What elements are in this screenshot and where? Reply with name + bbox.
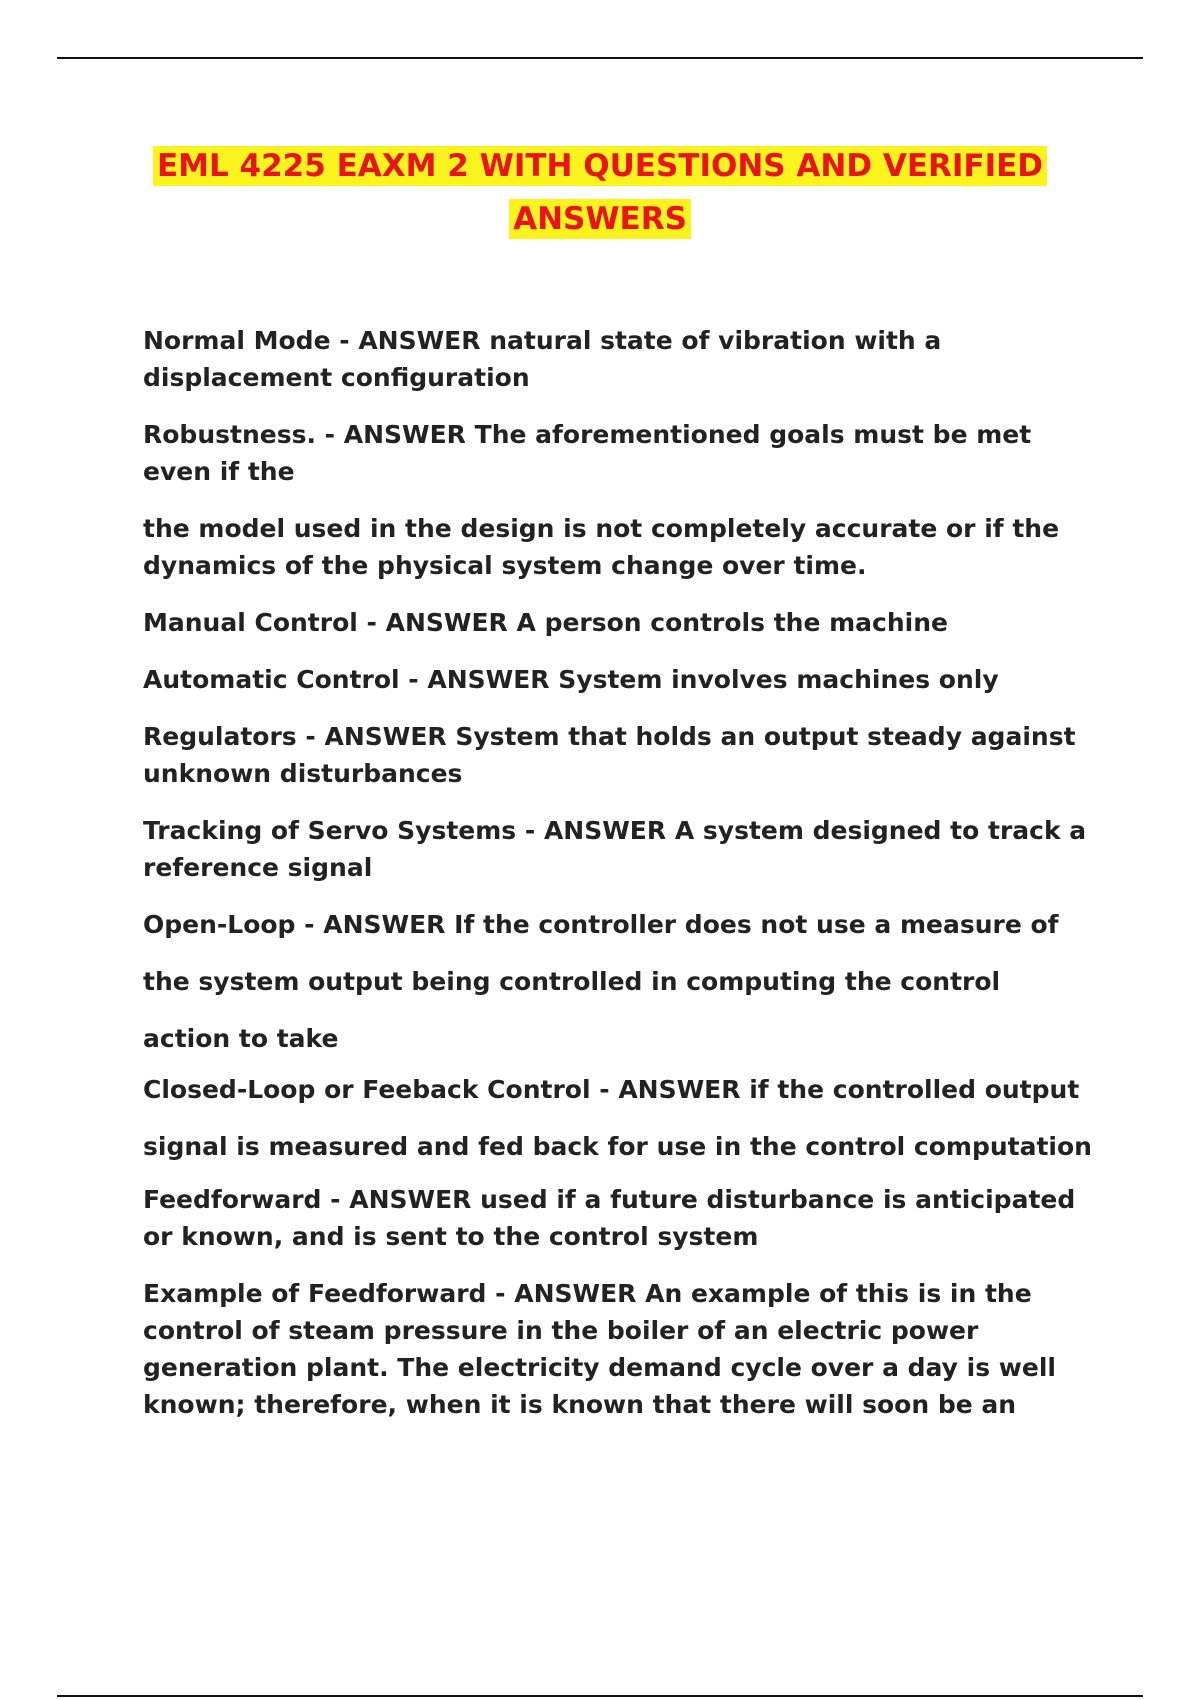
qa-answer: the model used in the design is not completely accurate or if the dynamics of the physical system change over time. [143,514,1060,580]
qa-answer: A person controls the machine [516,608,948,637]
qa-separator: - ANSWER [399,665,559,694]
qa-separator: - ANSWER [486,1279,646,1308]
qa-term: Closed-Loop or Feeback Control [143,1075,591,1104]
qa-separator: - ANSWER [321,1185,481,1214]
qa-list [143,322,1093,1443]
qa-separator: - ANSWER [295,910,455,939]
qa-term: Automatic Control [143,665,400,694]
qa-entry-regulators [143,718,1093,792]
qa-entry-feedforward [143,1181,1093,1255]
qa-separator: - ANSWER [296,722,456,751]
qa-entry-feedforward-example [143,1275,1093,1423]
qa-answer: System that holds an output steady against unknown disturbances [143,722,1076,788]
qa-entry-normal-mode [143,322,1093,396]
document-title [60,140,1140,246]
qa-separator: - ANSWER [590,1075,750,1104]
qa-answer: An example of this is in the control of steam pressure in the boiler of an electric power generation plant. The electricity demand cycle over a day is well known; therefore, when it is known that there will soon be an [143,1279,1056,1419]
qa-term: Normal Mode [143,326,331,355]
qa-answer: if the controlled output signal is measured and fed back for use in the control computation [143,1075,1092,1161]
qa-separator: - ANSWER [315,420,475,449]
qa-term: Regulators [143,722,297,751]
qa-entry-tracking-servo [143,812,1093,886]
qa-entry-closed-loop [143,1061,1093,1175]
footer-rule [57,1695,1143,1697]
header-rule [57,57,1143,59]
title-line-2: ANSWERS [509,199,691,239]
qa-separator: - ANSWER [516,816,675,845]
qa-term: Feedforward [143,1185,322,1214]
title-line-1: EML 4225 EAXM 2 WITH QUESTIONS AND VERIFIED [153,146,1047,186]
qa-entry-manual-control [143,604,1093,641]
qa-entry-robustness-continued [143,510,1093,584]
qa-entry-open-loop [143,896,1093,1067]
qa-separator: - ANSWER [357,608,517,637]
qa-answer: If the controller does not use a measure of the system output being controlled in computing the control action to take [143,910,1059,1053]
qa-term: Manual Control [143,608,358,637]
qa-answer: A system designed to track a reference signal [143,816,1087,882]
qa-term: Example of Feedforward [143,1279,487,1308]
qa-answer: natural state of vibration with a displacement configuration [143,326,942,392]
qa-term: Open-Loop [143,910,296,939]
qa-term: Tracking of Servo Systems [143,816,517,845]
qa-entry-robustness [143,416,1093,490]
qa-answer: System involves machines only [558,665,999,694]
qa-separator: - ANSWER [330,326,490,355]
qa-entry-automatic-control [143,661,1093,698]
qa-term: Robustness. [143,420,316,449]
qa-answer: The aforementioned goals must be met even if the [143,420,1032,486]
qa-answer: used if a future disturbance is anticipated or known, and is sent to the control system [143,1185,1076,1251]
